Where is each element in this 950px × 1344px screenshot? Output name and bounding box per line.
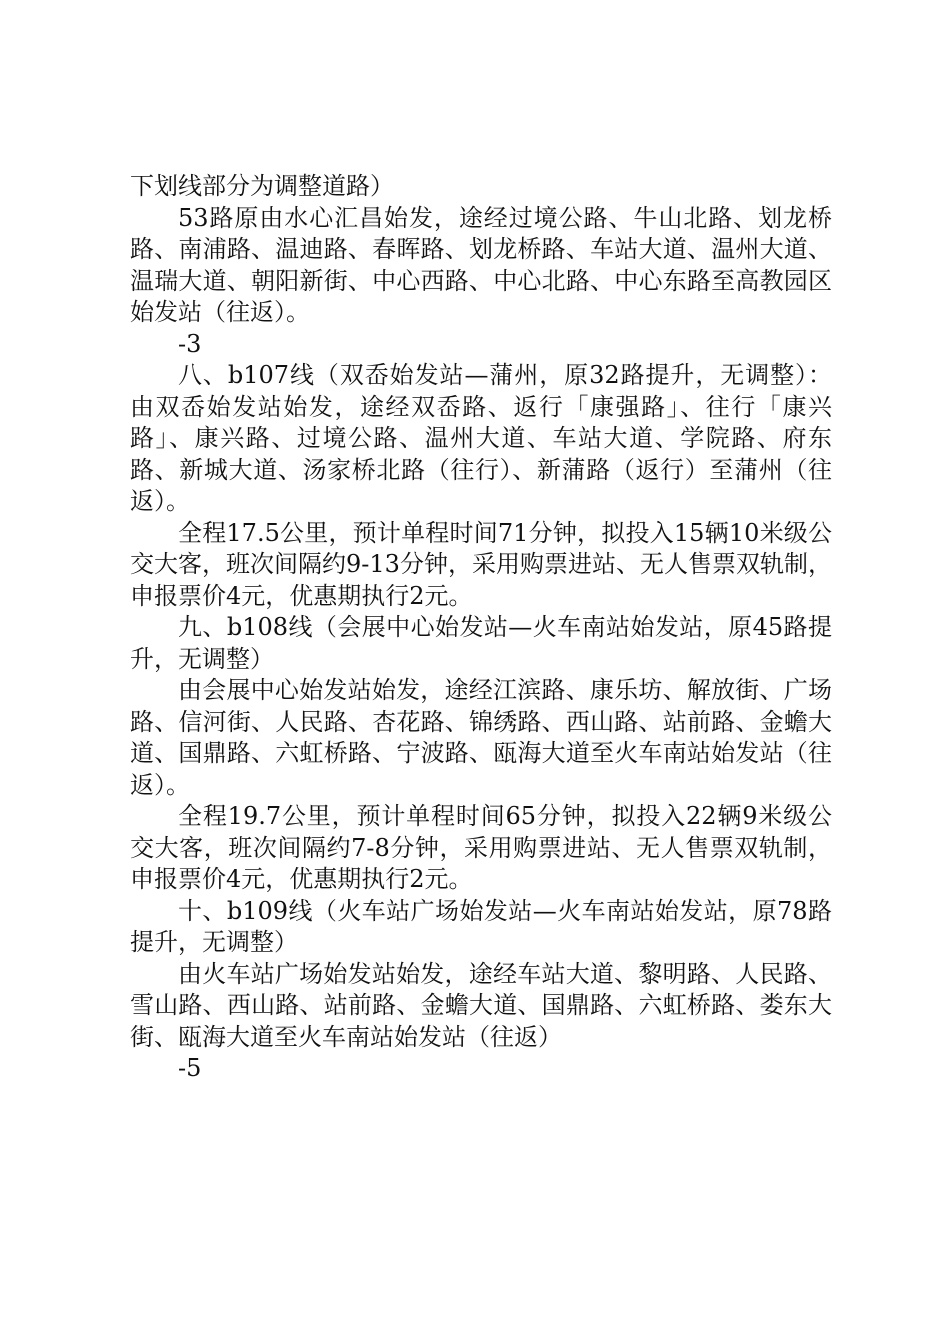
paragraph-route-b108-details: 全程19.7公里，预计单程时间65分钟，拟投入22辆9米级公交大客，班次间隔约7-8分钟，采用购票进站、无人售票双轨制，申报票价4元，优惠期执行2元。 — [130, 802, 832, 893]
page-number: -5 — [178, 1054, 202, 1082]
paragraph-route-b107-details: 全程17.5公里，预计单程时间71分钟，拟投入15辆10米级公交大客，班次间隔约9-13分钟，采用购票进站、无人售票双轨制，申报票价4元，优惠期执行2元。 — [130, 518, 832, 610]
paragraph-route-b108: 由会展中心始发站始发，途经江滨路、康乐坊、解放街、广场路、信河街、人民路、杏花路、锦绣路、西山路、站前路、金蟾大道、国鼎路、六虹桥路、宁波路、瓯海大道至火车南站始发站（往返）。 — [130, 676, 832, 799]
paragraph-route-b107: 八、b107线（双岙始发站—蒲州，原32路提升，无调整）：由双岙始发站始发，途经双岙路、返行「康强路」、往行「康兴路」、康兴路、过境公路、温州大道、车站大道、学院路、府东路、新城大道、汤家桥北路（往行）、新蒲路（返行）至蒲州（往返）。 — [130, 361, 832, 515]
paragraph-route-53: 53路原由水心汇昌始发，途经过境公路、牛山北路、划龙桥路、南浦路、温迪路、春晖路、划龙桥路、车站大道、温州大道、温瑞大道、朝阳新街、中心西路、中心北路、中心东路至高教园区始发站（往返）。 — [130, 203, 832, 326]
paragraph-continuation: 下划线部分为调整道路） — [130, 172, 394, 200]
paragraph-route-b108-heading: 九、b108线（会展中心始发站—火车南站始发站，原45路提升，无调整） — [130, 613, 832, 673]
document-body — [130, 171, 832, 1085]
paragraph-route-b109-heading: 十、b109线（火车站广场始发站—火车南站始发站，原78路提升，无调整） — [130, 896, 832, 956]
paragraph-route-b109: 由火车站广场始发站始发，途经车站大道、黎明路、人民路、雪山路、西山路、站前路、金蟾大道、国鼎路、六虹桥路、娄东大街、瓯海大道至火车南站始发站（往返） — [130, 959, 832, 1051]
page-number: -3 — [178, 329, 202, 358]
